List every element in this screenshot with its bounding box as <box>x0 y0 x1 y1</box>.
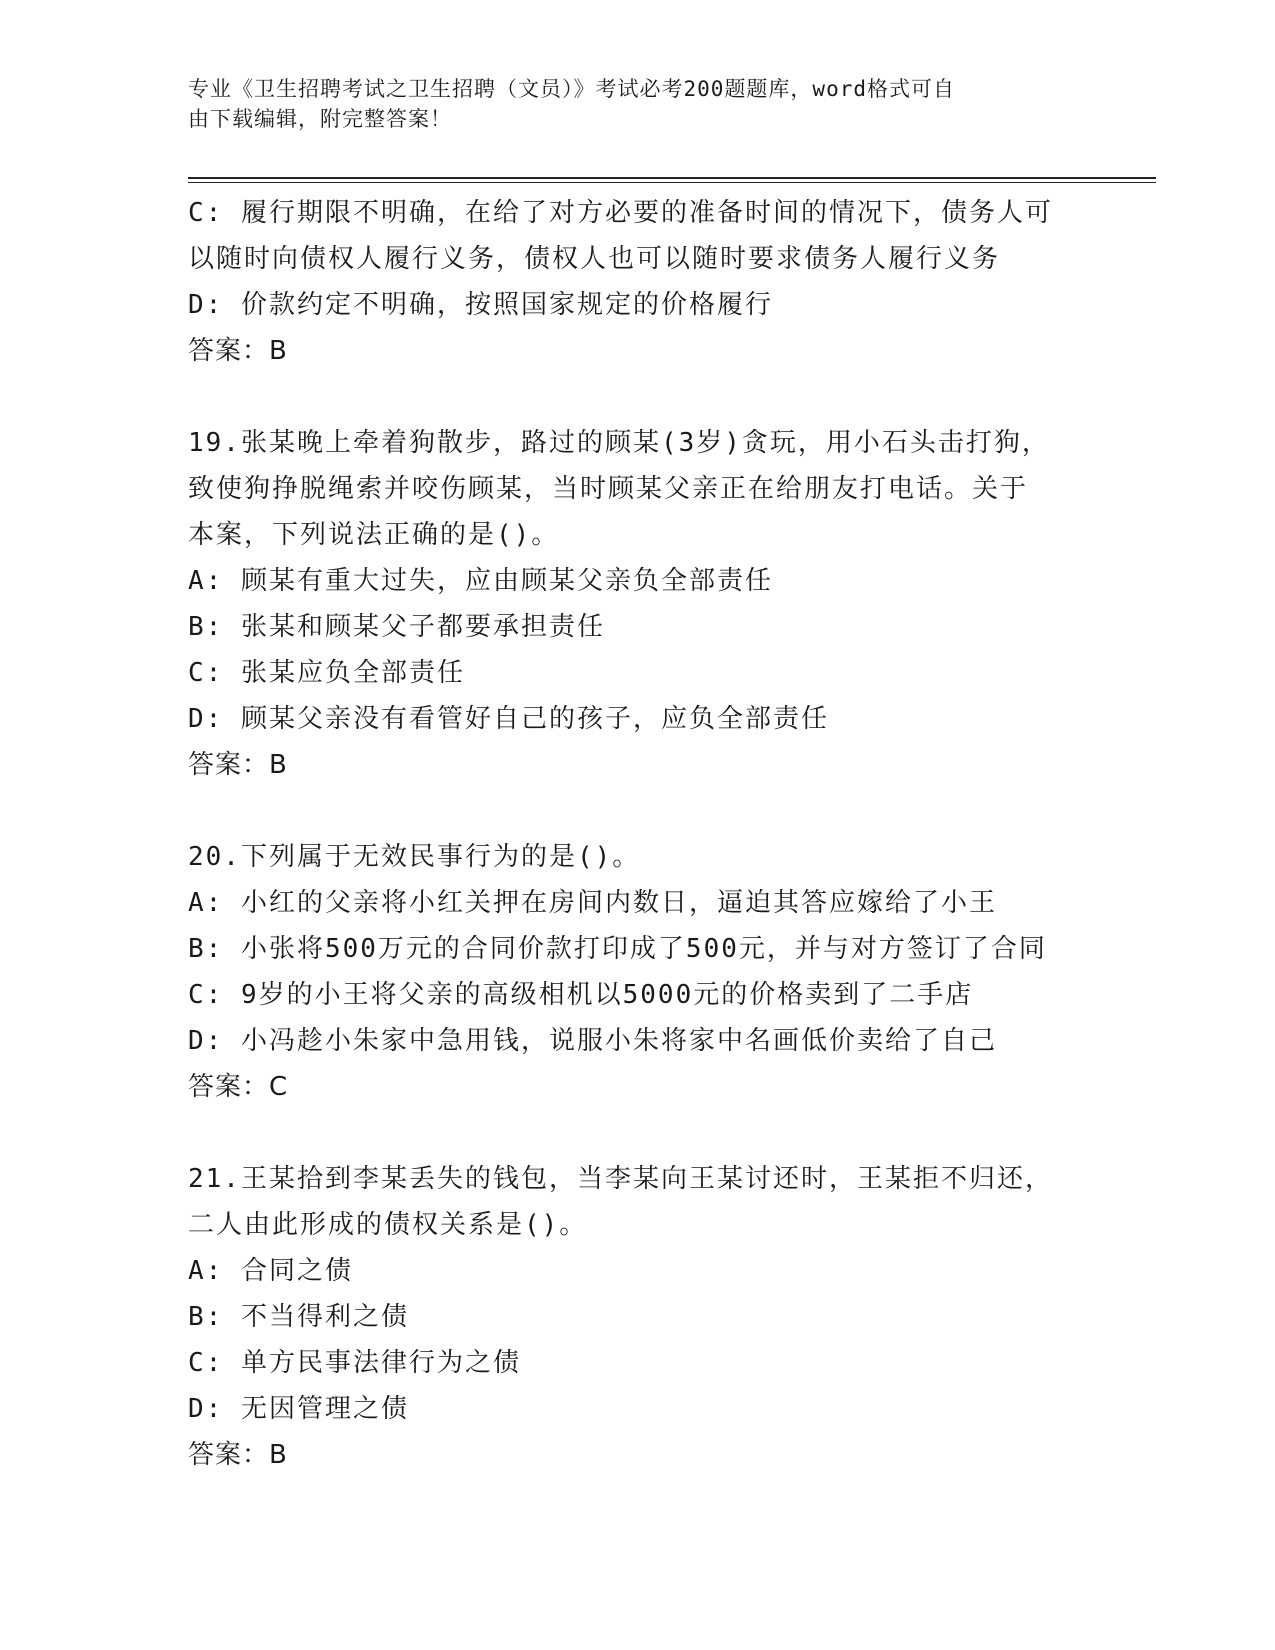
option-c-line-1: C: 履行期限不明确，在给了对方必要的准备时间的情况下，债务人可 <box>188 198 1053 228</box>
question-stem-line-1: 20.下列属于无效民事行为的是()。 <box>188 842 641 872</box>
spacer <box>188 374 1088 420</box>
answer-label: 答案：B <box>188 1440 288 1470</box>
document-header <box>188 74 1088 134</box>
question-stem-line-2: 二人由此形成的债权关系是()。 <box>188 1210 588 1240</box>
option-b: B: 张某和顾某父子都要承担责任 <box>188 612 605 642</box>
question-stem-line-1: 21.王某拾到李某丢失的钱包，当李某向王某讨还时，王某拒不归还， <box>188 1164 1053 1194</box>
spacer <box>188 1110 1088 1156</box>
question-19 <box>188 420 1088 788</box>
option-b: B: 小张将500万元的合同价款打印成了500元，并与对方签订了合同 <box>188 934 1047 964</box>
question-stem-line-2: 致使狗挣脱绳索并咬伤顾某，当时顾某父亲正在给朋友打电话。关于 <box>188 474 1029 504</box>
option-d: D: 小冯趁小朱家中急用钱，说服小朱将家中名画低价卖给了自己 <box>188 1026 997 1056</box>
option-c: C: 单方民事法律行为之债 <box>188 1348 521 1378</box>
option-b: B: 不当得利之债 <box>188 1302 409 1332</box>
answer-label: 答案：C <box>188 1072 289 1102</box>
option-d: D: 无因管理之债 <box>188 1394 409 1424</box>
question-stem-line-3: 本案，下列说法正确的是()。 <box>188 520 560 550</box>
header-line-2: 由下载编辑，附完整答案！ <box>188 107 452 131</box>
spacer <box>188 788 1088 834</box>
option-c: C: 9岁的小王将父亲的高级相机以5000元的价格卖到了二手店 <box>188 980 974 1010</box>
option-a: A: 小红的父亲将小红关押在房间内数日，逼迫其答应嫁给了小王 <box>188 888 997 918</box>
option-c: C: 张某应负全部责任 <box>188 658 465 688</box>
header-line-1: 专业《卫生招聘考试之卫生招聘（文员）》考试必考200题题库，word格式可自 <box>188 77 955 101</box>
question-stem-line-1: 19.张某晚上牵着狗散步，路过的顾某(3岁)贪玩，用小石头击打狗， <box>188 428 1050 458</box>
option-c-line-2: 以随时向债权人履行义务，债权人也可以随时要求债务人履行义务 <box>188 244 1001 274</box>
question-content <box>188 190 1088 1478</box>
question-20 <box>188 834 1088 1110</box>
question-block-continued <box>188 190 1088 374</box>
option-a: A: 合同之债 <box>188 1256 353 1286</box>
option-d: D: 顾某父亲没有看管好自己的孩子，应负全部责任 <box>188 704 829 734</box>
option-a: A: 顾某有重大过失，应由顾某父亲负全部责任 <box>188 566 773 596</box>
header-divider-thin <box>188 182 1156 183</box>
question-21 <box>188 1156 1088 1478</box>
answer-label: 答案：B <box>188 750 288 780</box>
option-d: D: 价款约定不明确，按照国家规定的价格履行 <box>188 290 773 320</box>
header-divider-thick <box>188 177 1156 179</box>
answer-label: 答案：B <box>188 336 288 366</box>
